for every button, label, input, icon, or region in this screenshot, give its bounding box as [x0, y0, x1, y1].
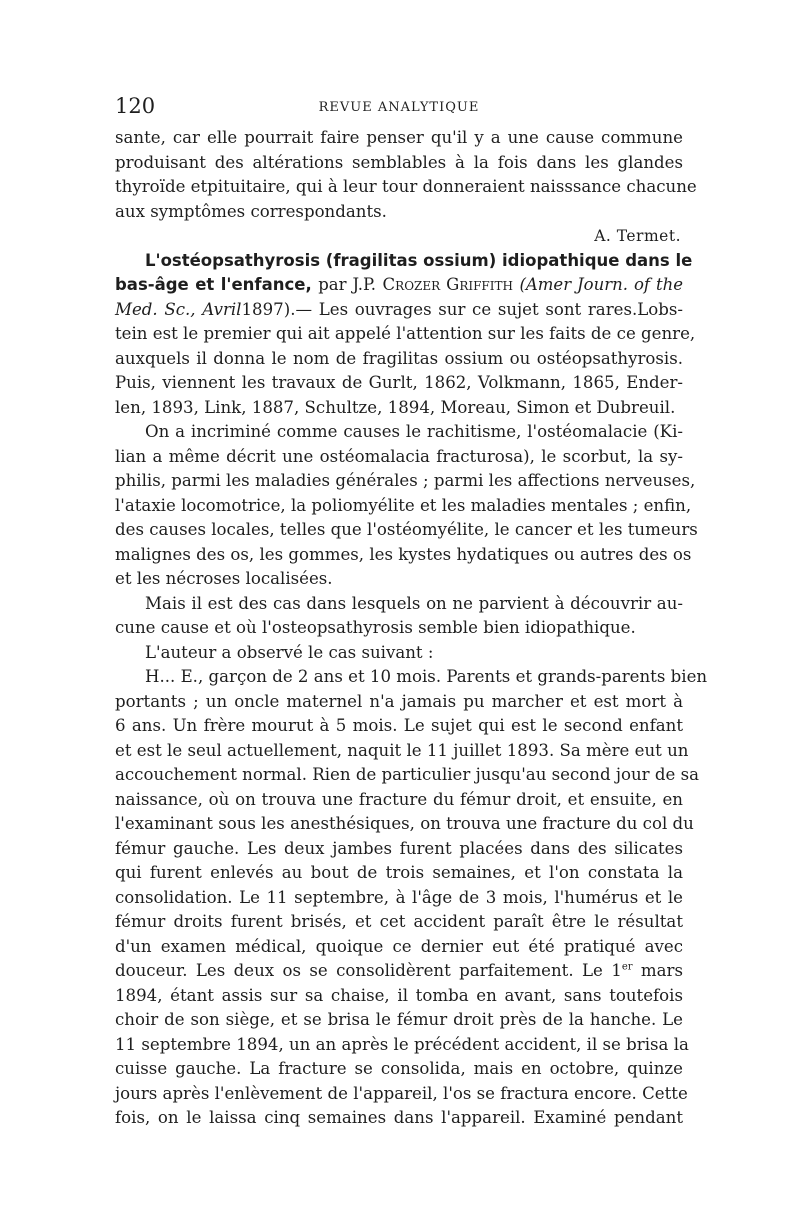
text-line: tein est le premier qui ait appelé l'attention sur les faits de ce genre, — [115, 324, 696, 343]
text-line: choir de son siège, et se brisa le fémur droit près de la hanche. Le — [115, 1010, 683, 1029]
article-citation-line-2 — [115, 298, 683, 323]
page — [115, 92, 708, 1131]
text-line: Puis, viennent les travaux de Gurlt, 1862, Volkmann, 1865, Ender- — [115, 373, 683, 392]
text-segment: mars — [632, 961, 683, 980]
text-line: portants ; un oncle maternel n'a jamais pu marcher et est mort à — [115, 691, 683, 711]
text-line: On a incriminé comme causes le rachitisme, l'ostéomalacie (Ki- — [145, 422, 683, 441]
text-line: L'auteur a observé le cas suivant : — [145, 642, 434, 662]
text-line: lian a même décrit une ostéomalacia fracturosa), le scorbut, la sy- — [115, 446, 683, 466]
text-line: sante, car elle pourrait faire penser qu'il y a une cause commune — [115, 128, 683, 147]
text-line: et est le seul actuellement, naquit le 11 juillet 1893. Sa mère eut un — [115, 740, 689, 760]
text-line: len, 1893, Link, 1887, Schultze, 1894, Moreau, Simon et Dubreuil. — [115, 397, 676, 417]
running-head: REVUE ANALYTIQUE — [318, 100, 480, 115]
text-line: 11 septembre 1894, un an après le précédent accident, il se brisa la — [115, 1034, 689, 1054]
paragraph-start: — Les ouvrages sur ce sujet sont rares.Lobs- — [295, 299, 683, 319]
text-line: cuisse gauche. La fracture se consolida, mais en octobre, quinze — [115, 1059, 683, 1078]
text-line: cune cause et où l'osteopsathyrosis semble bien idiopathique. — [115, 618, 636, 637]
article — [115, 249, 708, 1131]
text-segment: douceur. Les deux os se consolidèrent parfaitement. Le 1 — [115, 961, 622, 980]
text-line: des causes locales, telles que l'ostéomyélite, le cancer et les tumeurs — [115, 520, 698, 539]
text-line: Mais il est des cas dans lesquels on ne parvient à découvrir au- — [145, 593, 683, 613]
text-line: produisant des altérations semblables à la fois dans les glandes — [115, 152, 683, 172]
text-line: jours après l'enlèvement de l'appareil, l'os se fractura encore. Cette — [115, 1083, 688, 1103]
text-line: consolidation. Le 11 septembre, à l'âge de 3 mois, l'humérus et le — [115, 887, 683, 907]
article-title: L'ostéopsathyrosis (fragilitas ossium) idiopathique dans le — [145, 250, 693, 270]
signature: A. Termet. — [594, 227, 681, 245]
article-author: Crozer Griffith — [382, 275, 513, 294]
article-by: par J.P. — [318, 275, 377, 294]
text-line: et les nécroses localisées. — [115, 569, 333, 588]
text-line: l'examinant sous les anesthésiques, on trouva une fracture du col du — [115, 814, 694, 833]
article-citation-line — [115, 273, 683, 298]
ordinal-superscript: er — [621, 961, 633, 973]
text-line: auxquels il donna le nom de fragilitas ossium ou ostéopsathyrosis. — [115, 348, 683, 368]
text-line: fois, on le laissa cinq semaines dans l'appareil. Examiné pendant — [115, 1108, 683, 1127]
article-title-line — [115, 249, 693, 274]
text-line: thyroïde etpituitaire, qui à leur tour donneraient naisssance chacune — [115, 177, 697, 196]
journal-reference: (Amer Journ. of the — [519, 275, 683, 294]
text-line: malignes des os, les gommes, les kystes hydatiques ou autres des os — [115, 544, 692, 564]
journal-reference-continued: Med. Sc., Avril — [115, 299, 242, 319]
text-line: 6 ans. Un frère mourut à 5 mois. Le sujet qui est le second enfant — [115, 716, 683, 735]
article-title-continued: bas-âge et l'enfance, — [115, 275, 312, 294]
text-line: l'ataxie locomotrice, la poliomyélite et les maladies mentales ; enfin, — [115, 495, 692, 515]
text-line: accouchement normal. Rien de particulier jusqu'au second jour de sa — [115, 765, 700, 784]
text-line: d'un examen médical, quoique ce dernier eut été pratiqué avec — [115, 936, 683, 956]
text-line: naissance, où on trouva une fracture du fémur droit, et ensuite, en — [115, 789, 683, 809]
page-number: 120 — [115, 94, 156, 118]
text-line: H... E., garçon de 2 ans et 10 mois. Parents et grands-parents bien — [145, 667, 708, 686]
text-line: fémur gauche. Les deux jambes furent placées dans des silicates — [115, 838, 683, 858]
text-line: 1894, étant assis sur sa chaise, il tomba en avant, sans toutefois — [115, 985, 683, 1005]
text-line-with-superscript — [115, 959, 683, 984]
text-line: aux symptômes correspondants. — [115, 201, 387, 221]
page-header — [115, 92, 683, 122]
citation-year: 1897). — [241, 299, 296, 319]
text-line: fémur droits furent brisés, et cet accident paraît être le résultat — [115, 912, 683, 931]
text-line: qui furent enlevés au bout de trois semaines, et l'on constata la — [115, 863, 683, 882]
intro-paragraph — [115, 126, 697, 249]
text-line: philis, parmi les maladies générales ; parmi les affections nerveuses, — [115, 471, 696, 490]
